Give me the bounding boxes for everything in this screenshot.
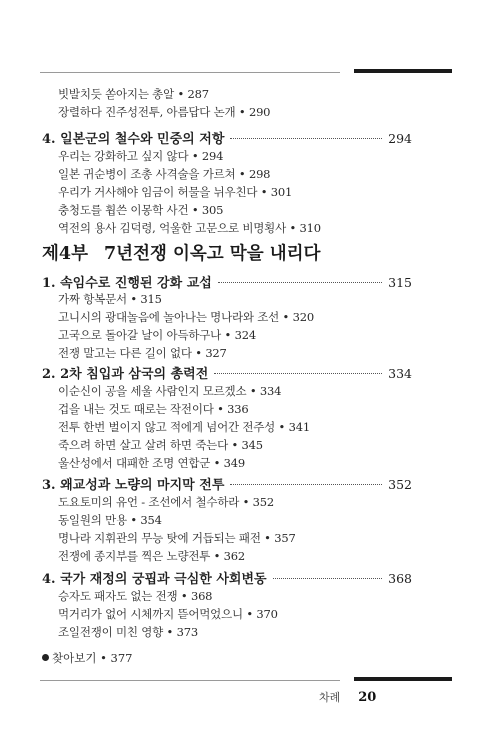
section-page: 294 [388,131,412,146]
toc-entry: 조일전쟁이 미친 영향 • 373 [58,625,198,639]
section-title: 1. 속임수로 진행된 강화 교섭 [42,276,212,291]
toc-section-heading [42,128,412,147]
toc-entry: 울산성에서 대패한 조명 연합군 • 349 [58,456,246,470]
dot-leader [230,138,382,139]
toc-entry: 고니시의 광대놀음에 놀아나는 명나라와 조선 • 320 [58,310,314,324]
part-title: 7년전쟁 이옥고 막을 내리다 [104,244,321,264]
toc-entry: 먹거리가 없어 시체까지 뜯어먹었으니 • 370 [58,607,278,621]
dot-leader [230,484,382,485]
toc-entry: 동일원의 만용 • 354 [58,513,162,527]
toc-entry: 겁을 내는 것도 때로는 작전이다 • 336 [58,402,249,416]
toc-entry: 우리가 거사해야 임금이 허물을 뉘우친다 • 301 [58,185,293,199]
part-heading [42,240,320,265]
toc-section-heading [42,568,412,587]
toc-section-heading [42,363,412,382]
page-footer [319,689,376,705]
toc-entry: 승자도 패자도 없는 전쟁 • 368 [58,589,213,603]
header-rule [40,72,340,73]
toc-entry: 고국으로 돌아갈 날이 아득하구나 • 324 [58,328,256,342]
dot-leader [214,373,382,374]
section-page: 368 [388,571,412,586]
section-page: 334 [388,366,412,381]
section-page: 352 [388,477,412,492]
toc-entry: 장렬하다 진주성전투, 아름답다 논개 • 290 [58,105,271,119]
header-accent-bar [354,69,452,73]
page-number: 20 [358,690,377,705]
toc-entry: 우리는 강화하고 싶지 않다 • 294 [58,149,224,163]
toc-entry: 전쟁에 종지부를 찍은 노량전투 • 362 [58,549,246,563]
index-label: 찾아보기 • 377 [52,651,133,665]
section-title: 4. 국가 재정의 궁핍과 극심한 사회변동 [42,572,267,587]
part-number: 제4부 [42,244,88,264]
toc-section-heading [42,474,412,493]
section-title: 4. 일본군의 철수와 민중의 저항 [42,132,225,147]
dot-leader [218,282,382,283]
toc-entry: 역전의 용사 김덕령, 억울한 고문으로 비명횡사 • 310 [58,221,321,235]
footer-rule [40,680,340,681]
toc-entry: 죽으려 하면 살고 살려 하면 죽는다 • 345 [58,438,263,452]
bullet-icon [42,654,49,661]
section-page: 315 [388,275,412,290]
toc-section-heading [42,272,412,291]
toc-entry: 가짜 항복문서 • 315 [58,292,162,306]
toc-entry: 충청도를 휩쓴 이몽학 사건 • 305 [58,203,224,217]
toc-entry: 도요토미의 유언 - 조선에서 철수하라 • 352 [58,495,274,509]
toc-entry: 전쟁 말고는 다른 길이 없다 • 327 [58,346,227,360]
toc-entry: 이순신이 공을 세울 사람인지 모르겠소 • 334 [58,384,282,398]
section-title: 2. 2차 침입과 삼국의 총력전 [42,367,209,382]
toc-entry: 전투 한번 벌이지 않고 적에게 넘어간 전주성 • 341 [58,420,310,434]
toc-entry: 일본 귀순병이 조총 사격술을 가르쳐 • 298 [58,167,271,181]
index-entry [42,650,132,666]
section-title: 3. 왜교성과 노량의 마지막 전투 [42,478,225,493]
footer-label: 차례 [319,691,341,704]
dot-leader [273,578,383,579]
toc-entry: 빗발치듯 쏟아지는 총알 • 287 [58,87,209,101]
footer-accent-bar [354,677,452,681]
toc-entry: 명나라 지휘관의 무능 탓에 거듭되는 패전 • 357 [58,531,296,545]
